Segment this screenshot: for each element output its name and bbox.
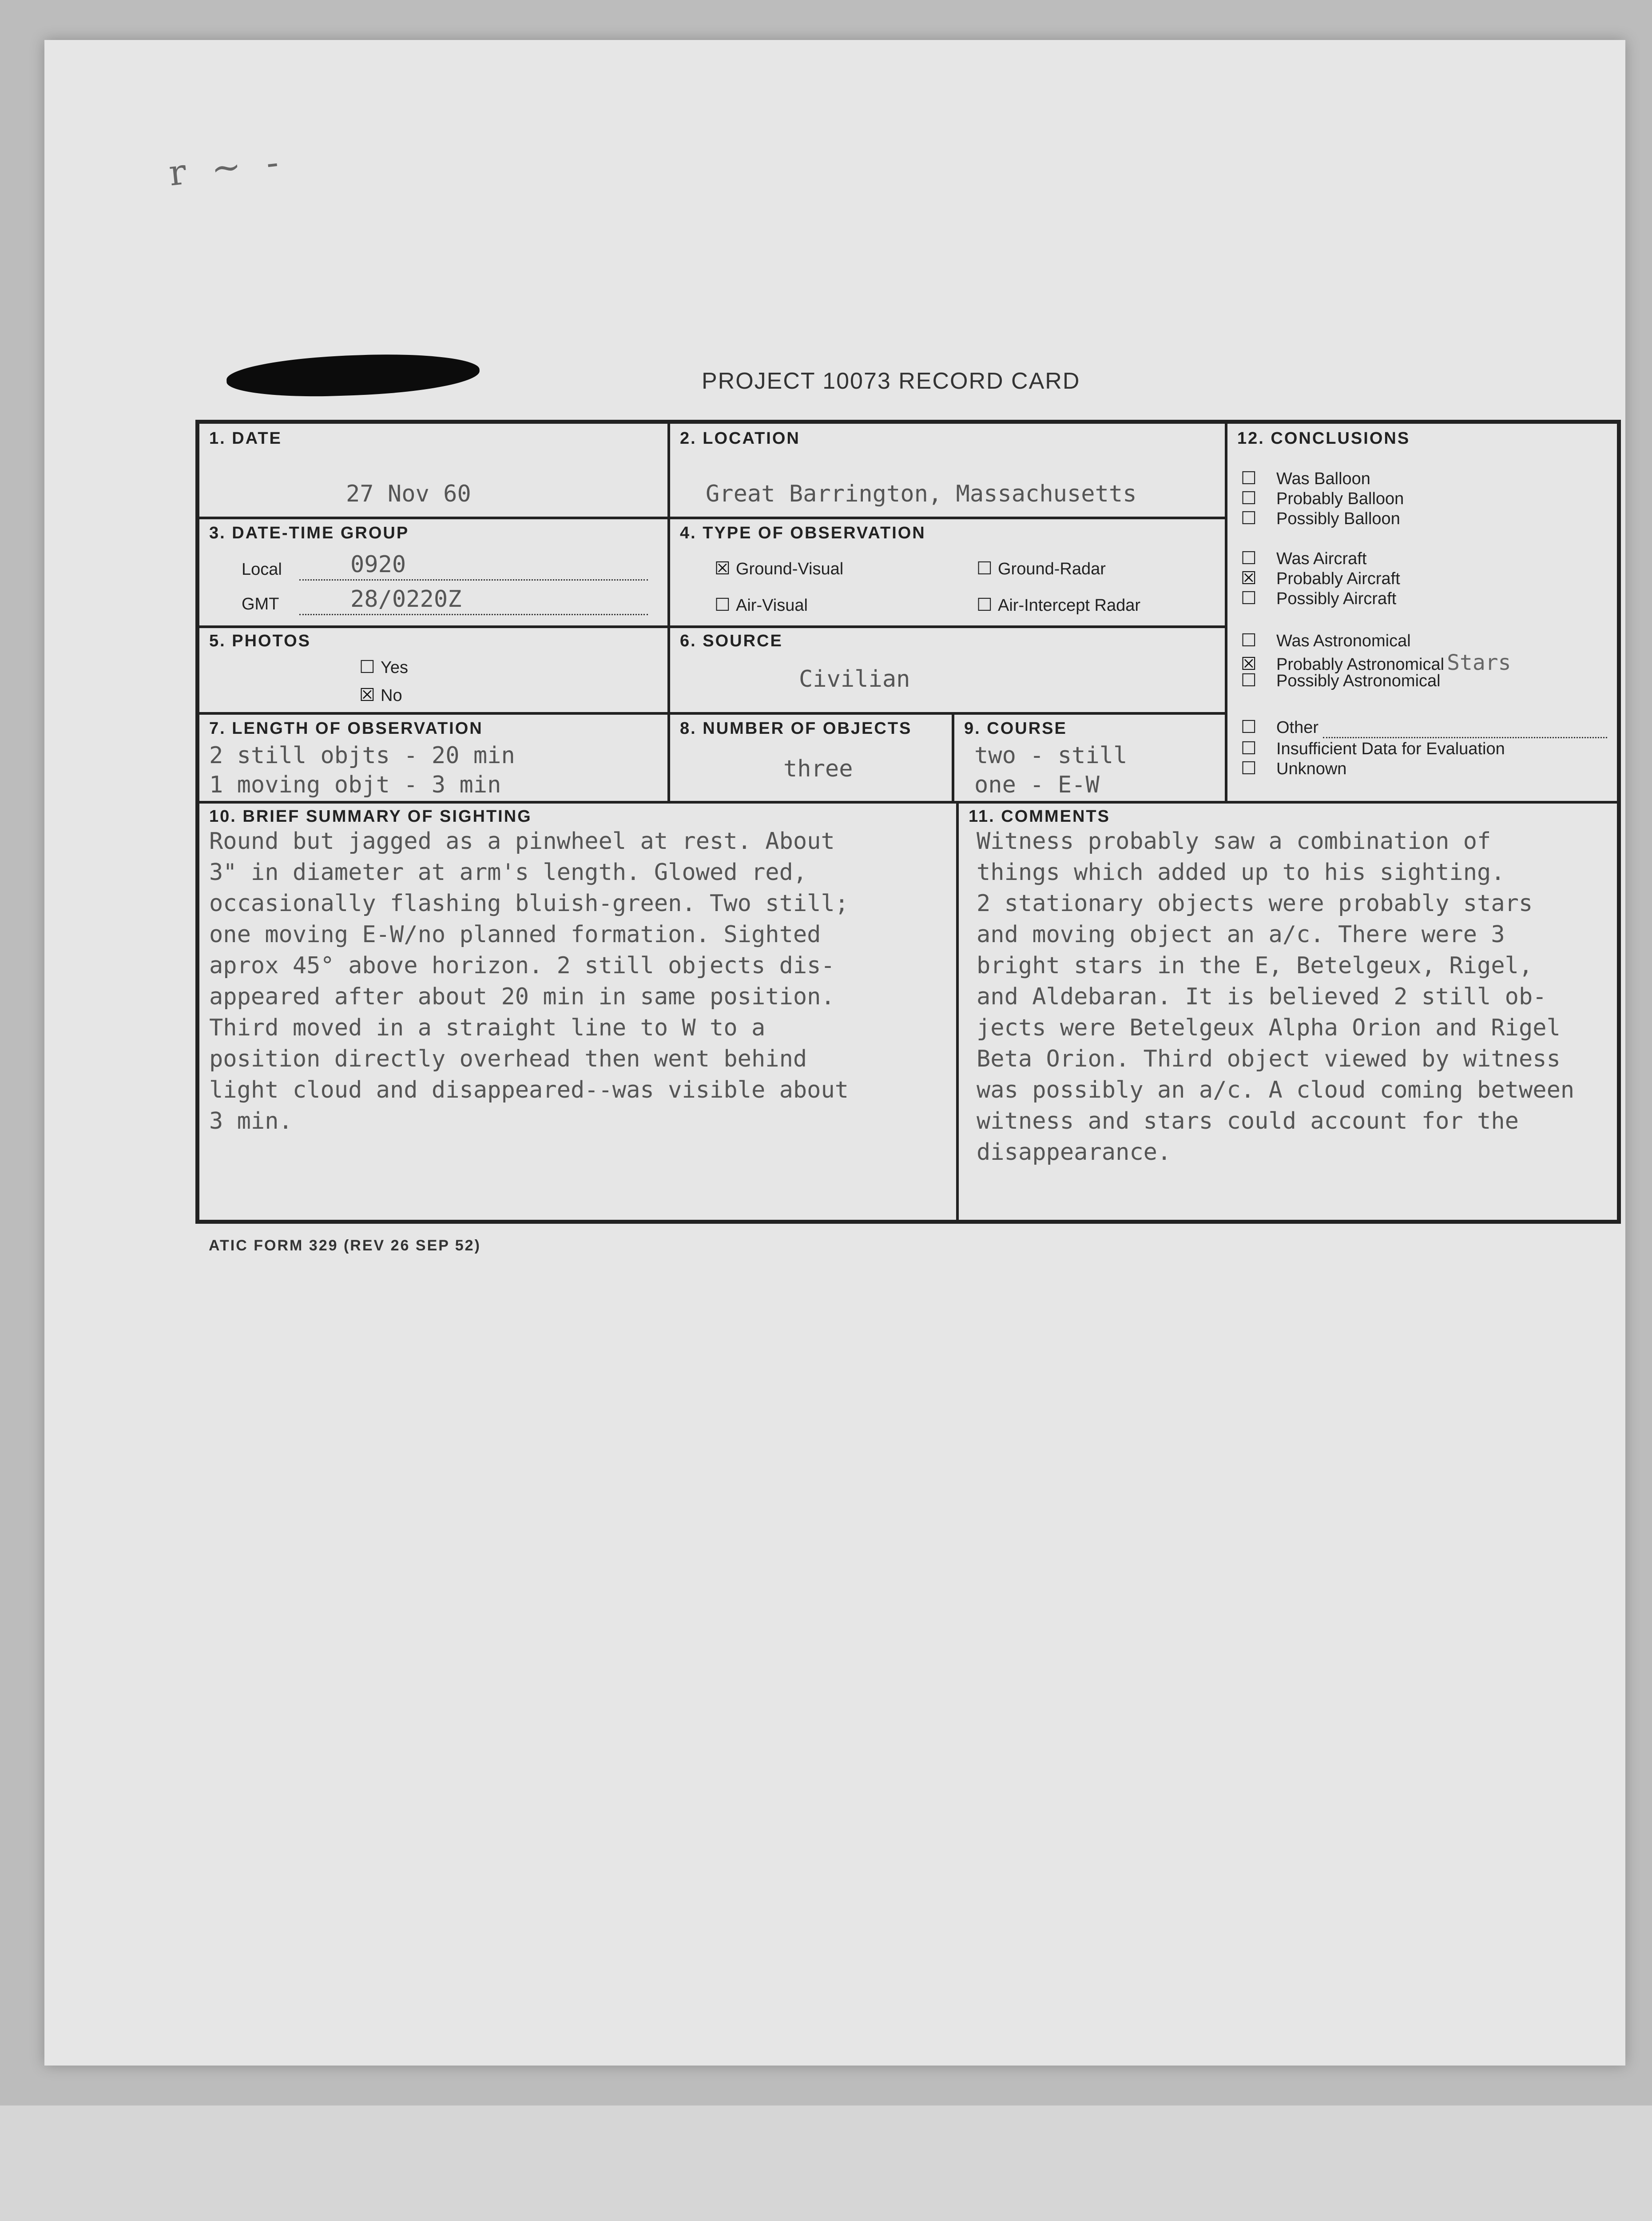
checkbox-icon: ☐ — [977, 558, 993, 579]
summary-line: aprox 45° above horizon. 2 still objects dis- — [209, 952, 835, 979]
conclusion-possibly-astronomical: ☐ Possibly Astronomical — [1241, 670, 1441, 691]
checkbox-icon: ☐ — [1241, 717, 1257, 737]
type-of-observation-label: 4. TYPE OF OBSERVATION — [680, 524, 926, 542]
conclusions-cell — [1226, 422, 1618, 802]
summary-line: position directly overhead then went behind — [209, 1046, 807, 1072]
length-of-observation-cell — [198, 713, 669, 802]
conclusion-probably-balloon: ☐ Probably Balloon — [1241, 488, 1404, 509]
obs-ground-radar: ☐ Ground-Radar — [977, 558, 1106, 579]
checkbox-icon: ☐ — [1241, 548, 1257, 569]
conclusion-note: Stars — [1447, 650, 1511, 675]
checkbox-icon: ☐ — [1241, 508, 1257, 529]
source-cell — [669, 627, 1226, 713]
conclusion-possibly-balloon: ☐ Possibly Balloon — [1241, 508, 1400, 529]
form-number: ATIC FORM 329 (REV 26 SEP 52) — [209, 1237, 481, 1254]
conclusion-possibly-aircraft: ☐ Possibly Aircraft — [1241, 588, 1397, 609]
checkbox-icon: ☐ — [1241, 670, 1257, 691]
record-card — [195, 420, 1621, 1224]
comments-line: things which added up to his sighting. — [977, 859, 1505, 886]
local-value: 0920 — [350, 551, 406, 578]
summary-line: Third moved in a straight line to W to a — [209, 1015, 766, 1041]
conclusion-was-balloon: ☐ Was Balloon — [1241, 468, 1370, 489]
summary-line: one moving E-W/no planned formation. Sighted — [209, 921, 821, 948]
source-value: Civilian — [799, 666, 910, 693]
length-line: 2 still objts - 20 min — [209, 742, 515, 769]
number-of-objects-value: three — [783, 756, 853, 782]
conclusion-other: ☐ Other — [1241, 717, 1319, 737]
checkbox-checked-icon: ☒ — [1241, 654, 1257, 674]
summary-line: occasionally flashing bluish-green. Two still; — [209, 890, 849, 917]
checkbox-checked-icon: ☒ — [715, 558, 731, 579]
checkbox-checked-icon: ☒ — [359, 685, 375, 705]
document-page — [44, 40, 1625, 2066]
conclusion-insufficient-data: ☐ Insufficient Data for Evaluation — [1241, 738, 1505, 759]
conclusions-label: 12. CONCLUSIONS — [1237, 429, 1410, 448]
checkbox-icon: ☐ — [977, 595, 993, 615]
number-of-objects-cell — [669, 713, 953, 802]
pencil-scribble: r ~ - — [167, 140, 288, 194]
checkbox-icon: ☐ — [1241, 588, 1257, 609]
backdrop — [0, 2106, 1652, 2221]
length-of-observation-label: 7. LENGTH OF OBSERVATION — [209, 719, 483, 738]
comments-line: and Aldebaran. It is believed 2 still ob- — [977, 983, 1547, 1010]
obs-ground-visual: ☒ Ground-Visual — [715, 558, 844, 579]
obs-air-visual: ☐ Air-Visual — [715, 595, 808, 615]
checkbox-icon: ☐ — [1241, 738, 1257, 759]
checkbox-icon: ☐ — [1241, 630, 1257, 651]
local-underline — [299, 579, 648, 581]
conclusion-probably-astronomical: ☒ Probably Astronomical Stars — [1241, 650, 1511, 675]
conclusion-was-astronomical: ☐ Was Astronomical — [1241, 630, 1411, 651]
redaction-mark — [226, 351, 481, 400]
checkbox-icon: ☐ — [1241, 468, 1257, 489]
source-label: 6. SOURCE — [680, 632, 783, 650]
summary-cell — [198, 802, 957, 1221]
local-label: Local — [242, 560, 282, 579]
type-of-observation-cell — [669, 518, 1226, 627]
conclusion-was-aircraft: ☐ Was Aircraft — [1241, 548, 1367, 569]
course-cell — [953, 713, 1226, 802]
comments-line: 2 stationary objects were probably stars — [977, 890, 1533, 917]
checkbox-checked-icon: ☒ — [1241, 568, 1257, 589]
photos-cell — [198, 627, 669, 713]
conclusion-unknown: ☐ Unknown — [1241, 758, 1347, 779]
photos-label: 5. PHOTOS — [209, 632, 311, 650]
summary-line: 3" in diameter at arm's length. Glowed red, — [209, 859, 807, 886]
course-label: 9. COURSE — [964, 719, 1067, 738]
location-label: 2. LOCATION — [680, 429, 800, 448]
number-of-objects-label: 8. NUMBER OF OBJECTS — [680, 719, 912, 738]
date-label: 1. DATE — [209, 429, 282, 448]
date-time-group-label: 3. DATE-TIME GROUP — [209, 524, 409, 542]
checkbox-icon: ☐ — [715, 595, 731, 615]
gmt-label: GMT — [242, 595, 279, 613]
date-time-group-cell — [198, 518, 669, 627]
checkbox-icon: ☐ — [359, 657, 375, 677]
comments-cell — [957, 802, 1618, 1221]
comments-line: and moving object an a/c. There were 3 — [977, 921, 1505, 948]
location-cell — [669, 422, 1226, 518]
comments-line: Beta Orion. Third object viewed by witness — [977, 1046, 1561, 1072]
conclusion-probably-aircraft: ☒ Probably Aircraft — [1241, 568, 1400, 589]
checkbox-icon: ☐ — [1241, 758, 1257, 779]
length-line: 1 moving objt - 3 min — [209, 772, 501, 798]
comments-line: was possibly an a/c. A cloud coming between — [977, 1077, 1575, 1103]
gmt-underline — [299, 614, 648, 615]
comments-line: jects were Betelgeux Alpha Orion and Rigel — [977, 1015, 1561, 1041]
gmt-value: 28/0220Z — [350, 586, 462, 613]
summary-line: 3 min. — [209, 1108, 293, 1134]
summary-line: light cloud and disappeared--was visible about — [209, 1077, 849, 1103]
date-value: 27 Nov 60 — [346, 481, 471, 507]
comments-line: bright stars in the E, Betelgeux, Rigel, — [977, 952, 1533, 979]
comments-label: 11. COMMENTS — [969, 807, 1110, 826]
comments-line: Witness probably saw a combination of — [977, 828, 1491, 855]
course-line: one - E-W — [974, 772, 1100, 798]
summary-text — [209, 826, 849, 1137]
summary-line: appeared after about 20 min in same position. — [209, 983, 835, 1010]
location-value: Great Barrington, Massachusetts — [706, 481, 1137, 507]
card-title: PROJECT 10073 RECORD CARD — [702, 368, 1080, 394]
photos-no: ☒ No — [359, 685, 402, 705]
obs-air-intercept-radar: ☐ Air-Intercept Radar — [977, 595, 1141, 615]
comments-text — [977, 826, 1574, 1168]
course-line: two - still — [974, 742, 1128, 769]
checkbox-icon: ☐ — [1241, 488, 1257, 509]
comments-line: disappearance. — [977, 1139, 1171, 1166]
date-cell — [198, 422, 669, 518]
comments-line: witness and stars could account for the — [977, 1108, 1519, 1134]
summary-label: 10. BRIEF SUMMARY OF SIGHTING — [209, 807, 532, 826]
photos-yes: ☐ Yes — [359, 657, 408, 677]
summary-line: Round but jagged as a pinwheel at rest. About — [209, 828, 835, 855]
